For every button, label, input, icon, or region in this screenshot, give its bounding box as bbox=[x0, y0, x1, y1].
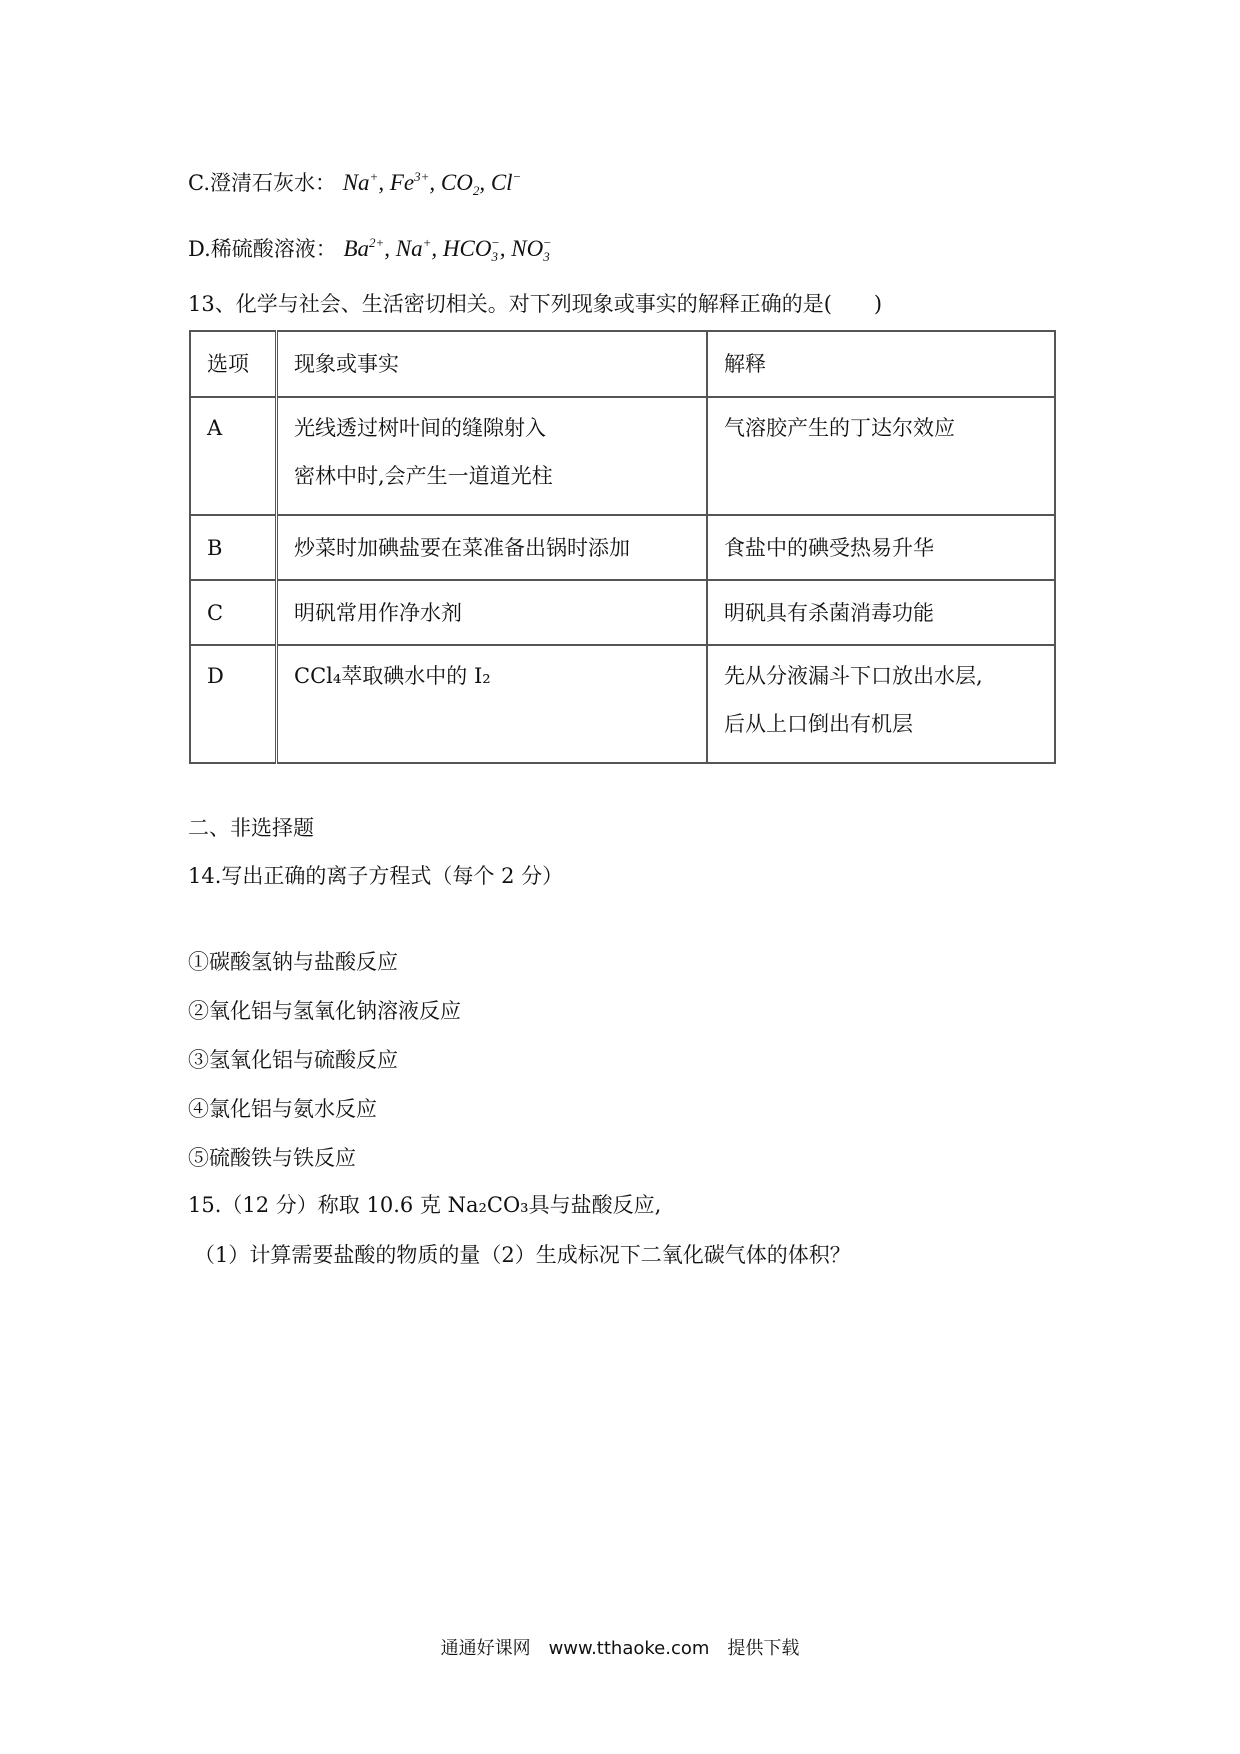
q14-item: ③氢氧化铝与硫酸反应 bbox=[188, 1048, 398, 1072]
option-d-prefix: D.稀硫酸溶液： bbox=[188, 237, 337, 261]
row-option: D bbox=[190, 645, 277, 763]
fact-line: 光线透过树叶间的缝隙射入 bbox=[294, 416, 546, 440]
table-header-row bbox=[190, 331, 1055, 397]
q13-table bbox=[189, 330, 1056, 764]
q14-item: ⑤硫酸铁与铁反应 bbox=[188, 1146, 356, 1170]
fact-line: CCl₄萃取碘水中的 I₂ bbox=[294, 664, 491, 688]
option-c bbox=[188, 170, 521, 197]
q15-stem: 15.（12 分）称取 10.6 克 Na₂CO₃具与盐酸反应, bbox=[188, 1193, 662, 1217]
q14-item: ①碳酸氢钠与盐酸反应 bbox=[188, 950, 398, 974]
row-explanation bbox=[707, 397, 1055, 515]
footer-watermark: 通通好课网 www.tthaoke.com 提供下载 bbox=[440, 1638, 800, 1659]
table-row bbox=[190, 397, 1055, 515]
table-row bbox=[190, 580, 1055, 645]
row-option: B bbox=[190, 515, 277, 580]
fact-line: 密林中时,会产生一道道光柱 bbox=[294, 464, 553, 488]
row-explanation bbox=[707, 645, 1055, 763]
option-c-ions: Na+, $Fe^{3+}$, $CO_2$, Cl− bbox=[342, 169, 522, 198]
option-d-ions: $Ba^{2+}$, Na+, $HCO_3^-$, $NO_3^-$ bbox=[343, 235, 552, 264]
header-fact: 现象或事实 bbox=[277, 331, 708, 397]
row-fact: 炒菜时加碘盐要在菜准备出锅时添加 bbox=[277, 515, 708, 580]
row-explanation: 明矾具有杀菌消毒功能 bbox=[707, 580, 1055, 645]
row-fact bbox=[277, 397, 708, 515]
explanation-line: 先从分液漏斗下口放出水层, bbox=[724, 664, 983, 688]
table-row bbox=[190, 515, 1055, 580]
q15-sub: （1）计算需要盐酸的物质的量（2）生成标况下二氧化碳气体的体积？ bbox=[194, 1243, 851, 1267]
row-fact bbox=[277, 645, 708, 763]
option-d bbox=[188, 236, 552, 263]
section-heading: 二、非选择题 bbox=[188, 816, 314, 840]
row-explanation: 食盐中的碘受热易升华 bbox=[707, 515, 1055, 580]
explanation-line: 气溶胶产生的丁达尔效应 bbox=[724, 416, 955, 440]
row-fact: 明矾常用作净水剂 bbox=[277, 580, 708, 645]
q14-item: ②氧化铝与氢氧化钠溶液反应 bbox=[188, 999, 461, 1023]
explanation-line: 后从上口倒出有机层 bbox=[724, 712, 913, 736]
q14-stem: 14.写出正确的离子方程式（每个 2 分） bbox=[188, 864, 564, 888]
header-option: 选项 bbox=[190, 331, 277, 397]
row-option: C bbox=[190, 580, 277, 645]
table-row bbox=[190, 645, 1055, 763]
q14-item: ④氯化铝与氨水反应 bbox=[188, 1097, 377, 1121]
q13-stem: 13、化学与社会、生活密切相关。对下列现象或事实的解释正确的是( ) bbox=[188, 292, 883, 316]
row-option: A bbox=[190, 397, 277, 515]
header-explanation: 解释 bbox=[707, 331, 1055, 397]
option-c-prefix: C.澄清石灰水： bbox=[188, 171, 336, 195]
